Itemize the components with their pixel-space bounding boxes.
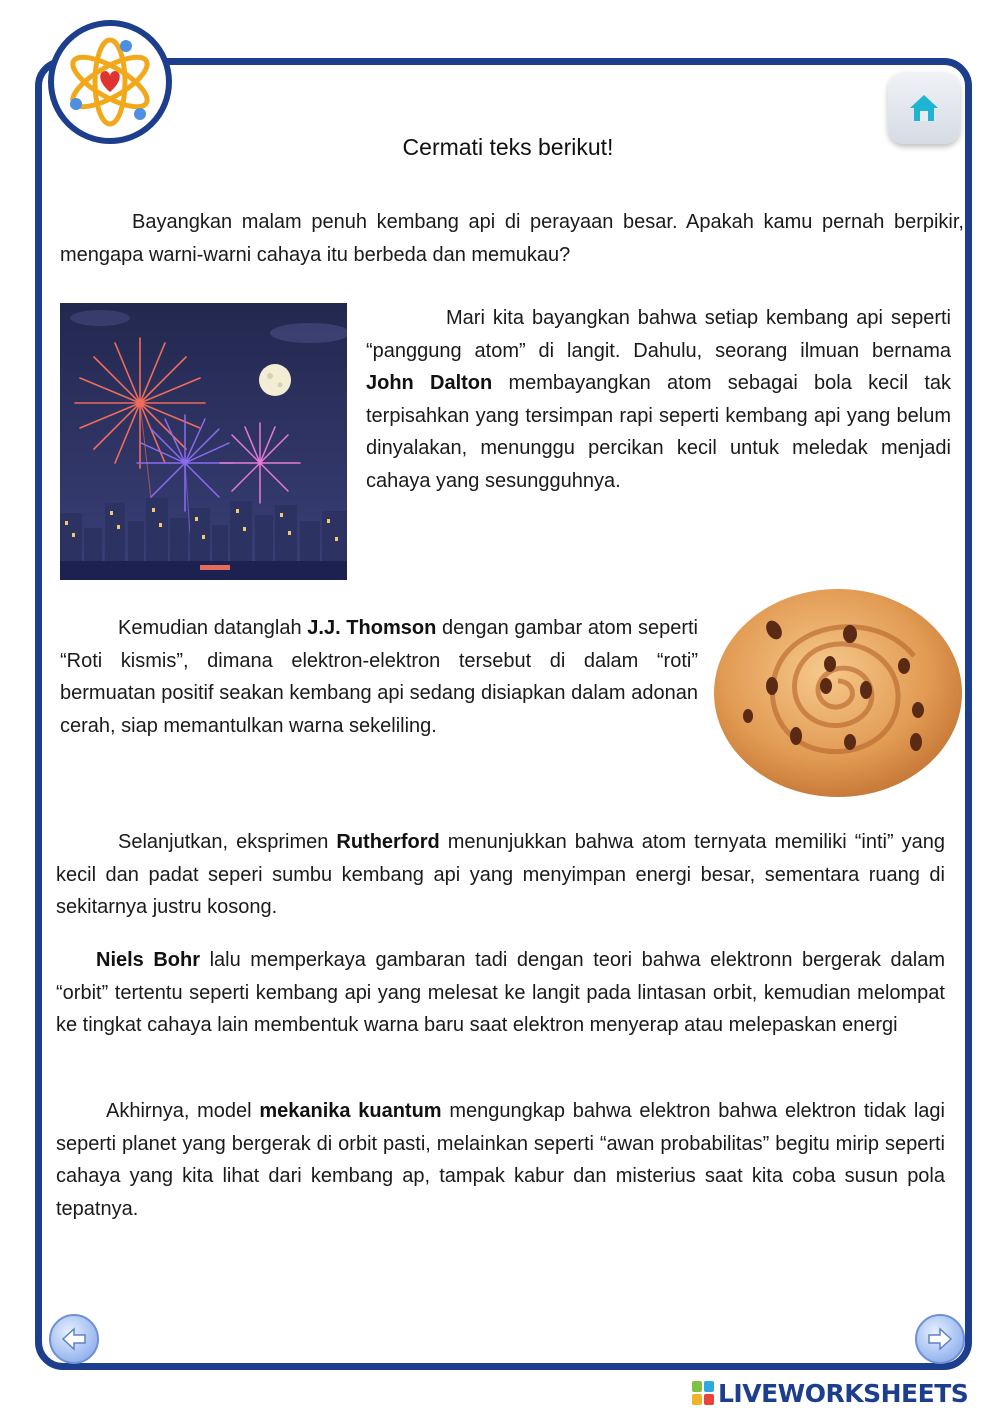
arrow-right-icon bbox=[925, 1324, 955, 1354]
paragraph-dalton: Mari kita bayangkan bahwa setiap kembang api seperti “panggung atom” di langit. Dahulu, seorang ilmuan bernama John Dalton membayangkan atom sebagai bola kecil tak terpisahkan yang tersimpan rapi seperti kembang api yang belum dinyalakan, menunggu percikan kecil untuk meledak menjadi cahaya yang sesungguhnya. bbox=[366, 307, 952, 492]
atom-logo bbox=[48, 20, 172, 144]
name-jj-thomson: J.J. Thomson bbox=[307, 617, 437, 639]
name-niels-bohr: Niels Bohr bbox=[96, 949, 201, 971]
name-rutherford: Rutherford bbox=[336, 831, 440, 853]
name-john-dalton: John Dalton bbox=[366, 372, 493, 395]
fireworks-image bbox=[60, 303, 347, 580]
raisin-bun-image bbox=[712, 586, 964, 800]
prev-button[interactable] bbox=[49, 1314, 99, 1364]
atom-icon bbox=[60, 32, 160, 132]
term-mekanika-kuantum: mekanika kuantum bbox=[259, 1100, 442, 1122]
liveworksheets-brand bbox=[692, 1378, 968, 1408]
home-icon bbox=[907, 91, 941, 125]
paragraph-thomson: Kemudian datanglah J.J. Thomson dengan gambar atom seperti “Roti kismis”, dimana elektron-elektron tersebut di dalam “roti” bermuatan positif seakan kembang api sedang disiapkan dalam adonan cerah, siap memantulkan warna sekeliling. bbox=[60, 617, 698, 737]
paragraph-rutherford: Selanjutkan, eksprimen Rutherford menunjukkan bahwa atom ternyata memiliki “inti” yang kecil dan padat seperi sumbu kembang api yang menyimpan energi besar, sementara ruang di sekitarnya justru kosong. bbox=[56, 831, 945, 919]
page-title: Cermati teks berikut! bbox=[402, 134, 614, 160]
paragraph-quantum: Akhirnya, model mekanika kuantum mengungkap bahwa elektron bahwa elektron tidak lagi seperti planet yang bergerak di orbit pasti, melainkan seperti “awan probabilitas” begitu mirip seperti cahaya yang kita lihat dari kembang ap, tampak kabur dan misterius saat kita coba susun pola tepatnya. bbox=[56, 1100, 945, 1220]
brand-name: LIVEWORKSHEETS bbox=[718, 1378, 969, 1408]
arrow-left-icon bbox=[59, 1324, 89, 1354]
paragraph-bohr: Niels Bohr lalu memperkaya gambaran tadi dengan teori bahwa elektronn bergerak dalam “orbit” tertentu seperti kembang api yang melesat ke langit pada lintasan orbit, kemudian melompat ke tingkat cahaya lain membentuk warna baru saat elektron menyerap atau melepaskan energi bbox=[56, 949, 945, 1037]
liveworksheets-logo-icon bbox=[692, 1381, 714, 1405]
next-button[interactable] bbox=[915, 1314, 965, 1364]
paragraph-intro: Bayangkan malam penuh kembang api di perayaan besar. Apakah kamu pernah berpikir, mengapa warni-warni cahaya itu berbeda dan memukau? bbox=[60, 211, 964, 266]
